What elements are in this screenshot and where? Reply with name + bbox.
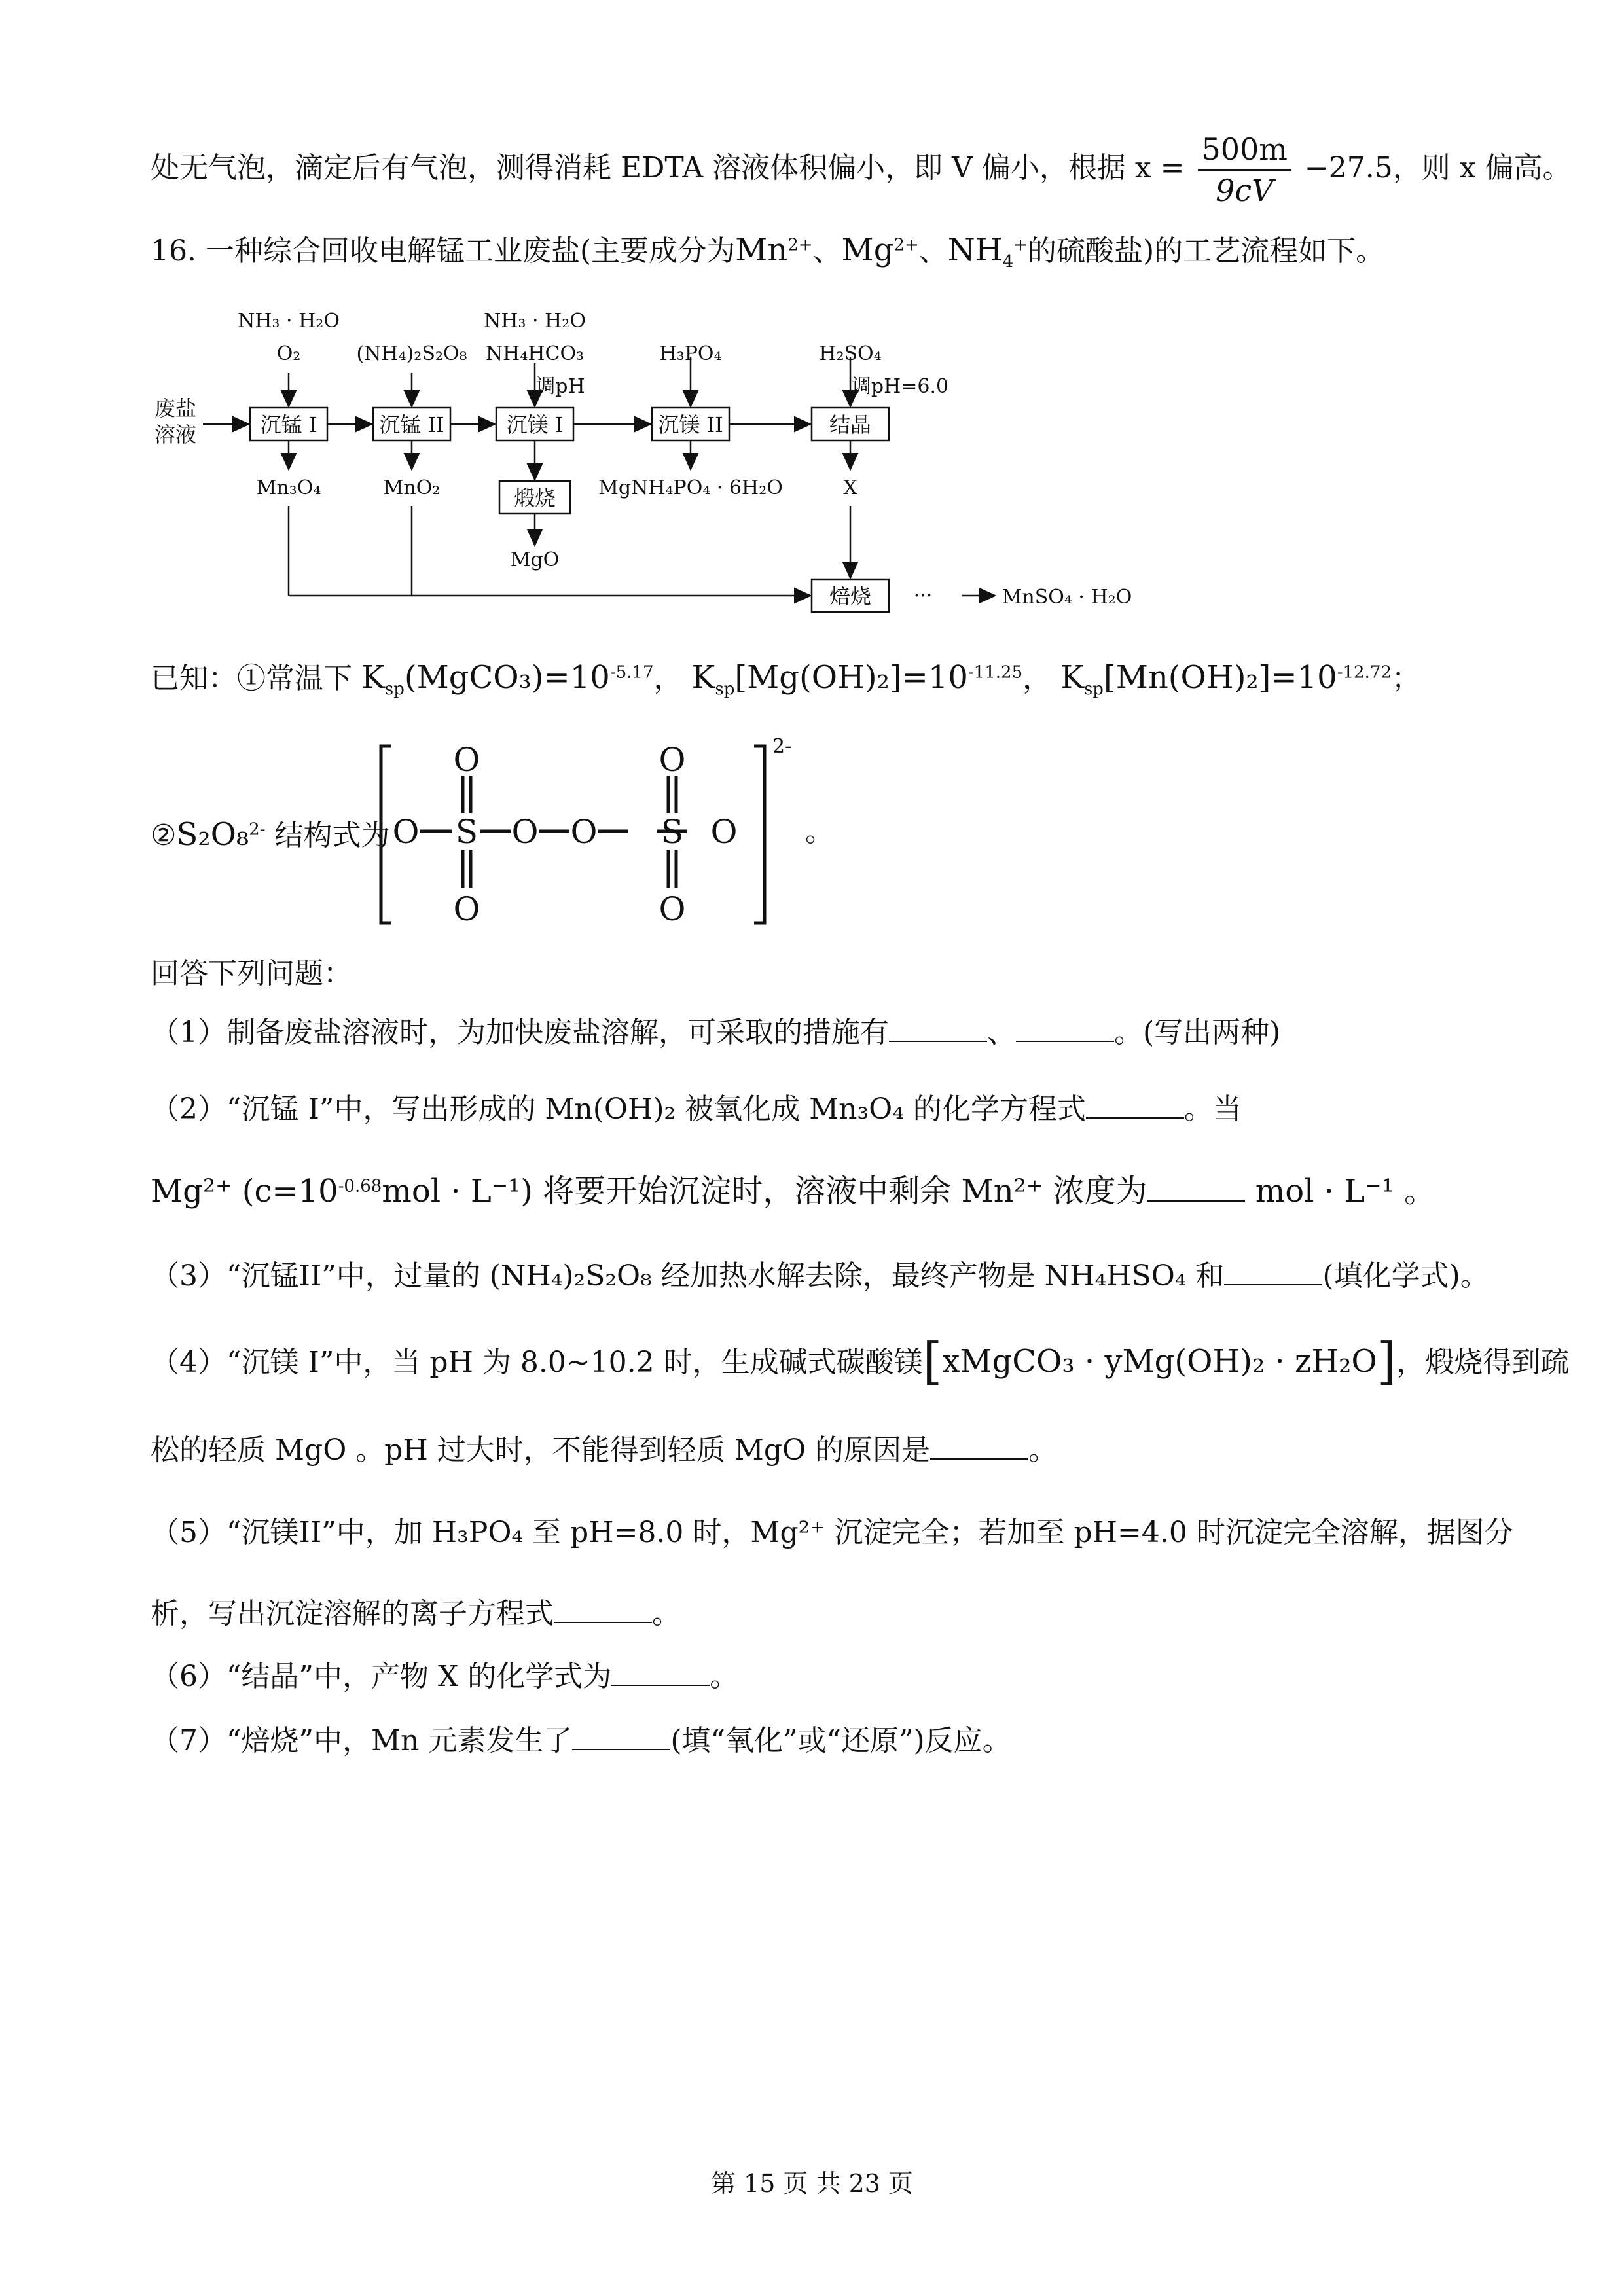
answer-blank[interactable] [889, 1018, 987, 1042]
question-4-cont [151, 1431, 1057, 1470]
q2b-text-2: mol · L⁻¹) 将要开始沉淀时，溶液中剩余 Mn²⁺ 浓度为 [382, 1173, 1147, 1210]
sep: 、 [918, 234, 948, 268]
q5-text: （5）“沉镁II”中，加 H₃PO₄ 至 pH=8.0 时，Mg²⁺ 沉淀完全；若加至 pH=4.0 时沉淀完全溶解，据图分 [151, 1516, 1513, 1549]
atom-o: O [710, 813, 738, 851]
question-5-cont [151, 1594, 681, 1634]
reagent-4: H₃PO₄ [659, 342, 722, 365]
q16-text-a: 一种综合回收电解锰工业废盐(主要成分为 [205, 234, 736, 268]
reagent-3b: NH₄HCO₃ [485, 342, 585, 365]
ion-nh4-sub: 4 [1002, 251, 1014, 272]
atom-s: S [660, 813, 684, 851]
final-product: MnSO₄ · H₂O [1001, 586, 1132, 609]
product-mno2: MnO₂ [383, 476, 441, 499]
q2b-end: mol · L⁻¹ 。 [1245, 1173, 1435, 1210]
box-cryst-label: 结晶 [829, 412, 872, 437]
ion-mn: Mn [735, 232, 788, 268]
question-5 [151, 1513, 1513, 1552]
ion-mg-charge: 2+ [893, 235, 919, 255]
ksp-label: K [1060, 659, 1084, 696]
answer-intro: 回答下列问题： [151, 957, 352, 990]
atom-s: S [455, 813, 478, 851]
answer-blank[interactable] [1086, 1095, 1184, 1119]
ksp-mgco3: (MgCO₃)=10 [404, 659, 610, 696]
ksp-mgoh2-exp: -11.25 [967, 662, 1023, 683]
bracket-left: [ [922, 1332, 943, 1390]
atom-o: O [659, 741, 686, 779]
atom-o: O [570, 813, 598, 851]
box-calcine-label: 煅烧 [513, 486, 556, 511]
s2o8-formula: S₂O₈ [176, 816, 249, 853]
atom-o: O [392, 813, 420, 851]
known2-text: 结构式为 [274, 819, 390, 852]
ksp-sub: sp [715, 679, 735, 699]
q7-end: (填“氧化”或“还原”)反应。 [670, 1724, 1011, 1757]
structure-end: 。 [805, 815, 834, 848]
question-1 [151, 1013, 1280, 1052]
known-1 [151, 658, 1420, 698]
ksp-mgco3-exp: -5.17 [609, 662, 654, 683]
q4b-end: 。 [1028, 1433, 1058, 1467]
question-2 [151, 1090, 1242, 1129]
q2b-text: Mg²⁺ (c=10 [151, 1173, 338, 1210]
box-mg1-label: 沉镁 I [506, 412, 564, 437]
q4-text: （4）“沉镁 I”中，当 pH 为 8.0~10.2 时，生成碱式碳酸镁 [151, 1346, 923, 1379]
q3-end: (填化学式)。 [1322, 1259, 1489, 1293]
atom-o: O [511, 813, 539, 851]
process-flow-diagram [151, 298, 1172, 625]
box-mg2-label: 沉镁 II [658, 412, 723, 437]
reagent-3c: 调pH [535, 375, 585, 398]
reagent-5a: H₂SO₄ [819, 342, 882, 365]
product-mgo: MgO [510, 548, 560, 571]
line1-after: −27.5，则 x 偏高。 [1304, 151, 1572, 185]
fraction [1198, 130, 1291, 210]
line1-before: 处无气泡，滴定后有气泡，测得消耗 EDTA 溶液体积偏小，即 V 偏小，根据 x = [151, 151, 1185, 185]
fraction-denominator: 9cV [1198, 169, 1291, 210]
page-number: 第 15 页 共 23 页 [710, 2169, 914, 2198]
atom-o: O [453, 890, 480, 928]
box-roast-label: 焙烧 [829, 584, 872, 609]
answer-blank[interactable] [572, 1727, 670, 1750]
structure-charge: 2- [772, 735, 792, 758]
q2b-exp: -0.68 [338, 1176, 382, 1196]
reagent-3a: NH₃ · H₂O [484, 310, 586, 332]
s2o8-charge: 2- [249, 819, 266, 840]
ksp-mgoh2: [Mg(OH)₂]=10 [734, 659, 968, 696]
ksp-mnoh2-exp: -12.72 [1337, 662, 1392, 683]
question-4 [151, 1332, 1570, 1390]
question-2-cont [151, 1172, 1435, 1212]
ksp-mnoh2: [Mn(OH)₂]=10 [1103, 659, 1337, 696]
q1-text: （1）制备废盐溶液时，为加快废盐溶解，可采取的措施有 [151, 1016, 889, 1049]
q3-text: （3）“沉锰II”中，过量的 (NH₄)₂S₂O₈ 经加热水解去除，最终产物是 NH₄HSO₄ 和 [151, 1259, 1225, 1293]
reagent-5b: 调pH=6.0 [851, 375, 949, 398]
product-x: X [843, 476, 857, 499]
answer-blank[interactable] [930, 1436, 1028, 1460]
box-mn2-label: 沉锰 II [379, 412, 444, 437]
known2-prefix: ② [151, 819, 177, 852]
known1-prefix: 已知：①常温下 [151, 662, 352, 695]
question-3 [151, 1257, 1489, 1296]
reagent-1b: O₂ [276, 342, 301, 365]
q1-sep: 、 [987, 1016, 1016, 1049]
q4b-text: 松的轻质 MgO 。pH 过大时，不能得到轻质 MgO 的原因是 [151, 1433, 931, 1467]
ksp-sub: sp [1083, 679, 1104, 699]
q4-end: ，煅烧得到疏 [1396, 1346, 1570, 1379]
ion-nh4: NH [947, 232, 1003, 268]
ksp-label: K [691, 659, 715, 696]
atom-o: O [659, 890, 686, 928]
atom-o: O [453, 741, 480, 779]
product-mgnh4po4: MgNH₄PO₄ · 6H₂O [598, 476, 783, 499]
feed-label-2: 溶液 [154, 422, 197, 447]
ksp-label: K [361, 659, 385, 696]
ion-mn-charge: 2+ [787, 235, 813, 255]
question-7 [151, 1721, 1011, 1761]
product-mn3o4: Mn₃O₄ [256, 476, 321, 499]
q1-end: 。(写出两种) [1114, 1016, 1281, 1049]
known1-end: ； [1391, 662, 1420, 695]
bracket-right: ] [1377, 1332, 1397, 1390]
answer-blank[interactable] [611, 1662, 710, 1686]
answer-blank[interactable] [1224, 1262, 1322, 1285]
answer-blank[interactable] [1016, 1018, 1114, 1042]
q5b-text: 析，写出沉淀溶解的离子方程式 [151, 1597, 554, 1630]
q2-end: 。当 [1183, 1092, 1242, 1126]
q16-number: 16. [151, 234, 196, 268]
q2-text: （2）“沉锰 I”中，写出形成的 Mn(OH)₂ 被氧化成 Mn₃O₄ 的化学方程式 [151, 1092, 1086, 1126]
q5b-end: 。 [652, 1597, 681, 1630]
q16-heading [151, 230, 1384, 271]
reagent-2: (NH₄)₂S₂O₈ [356, 342, 467, 365]
question-6 [151, 1657, 738, 1696]
box-mn1-label: 沉锰 I [260, 412, 317, 437]
ion-mg: Mg [841, 232, 894, 268]
answer-blank[interactable] [554, 1600, 652, 1623]
sep: 、 [812, 234, 842, 268]
q4-formula: xMgCO₃ · yMg(OH)₂ · zH₂O [942, 1343, 1377, 1380]
final-dots: ··· [913, 584, 933, 607]
q16-text-b: 的硫酸盐)的工艺流程如下。 [1027, 234, 1385, 268]
feed-label-1: 废盐 [154, 396, 197, 421]
ion-nh4-charge: + [1013, 235, 1028, 255]
s2o8-structure [373, 733, 1028, 936]
sep: ， [1022, 662, 1052, 695]
line-1 [151, 130, 1572, 210]
ksp-sub: sp [384, 679, 405, 699]
answer-blank[interactable] [1147, 1178, 1245, 1202]
fraction-numerator: 500m [1201, 132, 1288, 167]
reagent-1a: NH₃ · H₂O [238, 310, 340, 332]
q6-end: 。 [710, 1660, 739, 1693]
sep: ， [653, 662, 683, 695]
q6-text: （6）“结晶”中，产物 X 的化学式为 [151, 1660, 612, 1693]
q7-text: （7）“焙烧”中，Mn 元素发生了 [151, 1724, 573, 1757]
